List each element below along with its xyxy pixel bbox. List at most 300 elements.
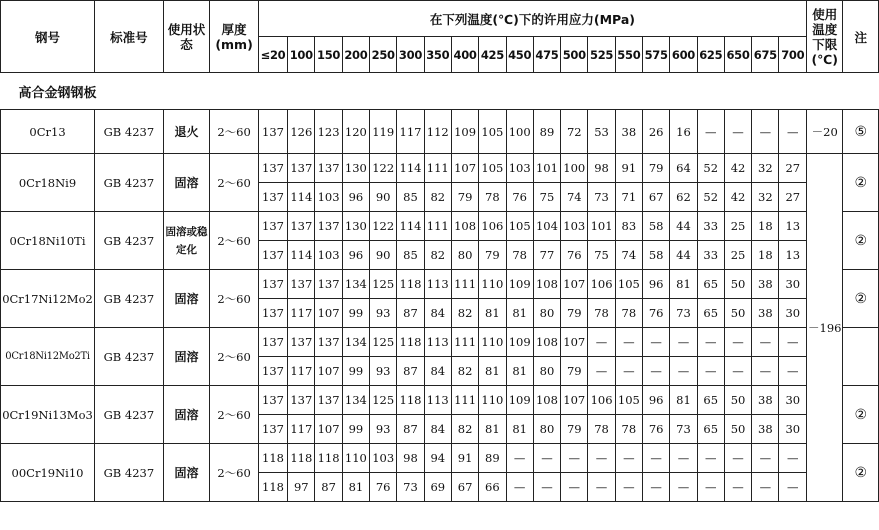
temperature-header: 425: [479, 37, 506, 73]
stress-value-cell: 73: [397, 473, 424, 502]
note-cell: ②: [843, 270, 879, 328]
stress-value-cell: 84: [424, 357, 451, 386]
stress-value-cell: 80: [533, 415, 560, 444]
stress-value-cell: 87: [397, 415, 424, 444]
stress-value-cell: 65: [697, 415, 724, 444]
stress-value-cell: 106: [588, 270, 615, 299]
temperature-header: 525: [588, 37, 615, 73]
standard-cell: GB 4237: [95, 328, 164, 386]
stress-value-cell: —: [643, 328, 670, 357]
stress-value-cell: 38: [752, 270, 779, 299]
stress-value-cell: —: [533, 444, 560, 473]
stress-value-cell: 89: [479, 444, 506, 473]
stress-value-cell: —: [779, 444, 807, 473]
stress-value-cell: 114: [397, 154, 424, 183]
stress-value-cell: 118: [397, 270, 424, 299]
stress-value-cell: 103: [370, 444, 397, 473]
stress-value-cell: 77: [533, 241, 560, 270]
stress-value-cell: 117: [397, 110, 424, 154]
stress-value-cell: 76: [561, 241, 588, 270]
stress-value-cell: 81: [479, 357, 506, 386]
stress-value-cell: —: [779, 357, 807, 386]
stress-value-cell: 111: [451, 270, 478, 299]
stress-value-cell: 79: [561, 357, 588, 386]
stress-value-cell: 13: [779, 241, 807, 270]
stress-value-cell: 118: [288, 444, 315, 473]
stress-value-cell: 81: [670, 386, 697, 415]
stress-value-cell: 53: [588, 110, 615, 154]
stress-value-cell: 84: [424, 415, 451, 444]
stress-value-cell: 119: [370, 110, 397, 154]
thickness-cell: 2～60: [210, 154, 259, 212]
stress-value-cell: 103: [315, 183, 342, 212]
stress-value-cell: 103: [561, 212, 588, 241]
stress-value-cell: 137: [315, 328, 342, 357]
stress-value-cell: 30: [779, 299, 807, 328]
thickness-cell: 2～60: [210, 270, 259, 328]
stress-value-cell: 134: [342, 386, 369, 415]
stress-value-cell: 84: [424, 299, 451, 328]
stress-value-cell: 30: [779, 415, 807, 444]
stress-value-cell: —: [779, 473, 807, 502]
stress-value-cell: 75: [588, 241, 615, 270]
note-cell: ②: [843, 444, 879, 502]
state-cell: 固溶: [163, 444, 210, 502]
stress-value-cell: 38: [752, 415, 779, 444]
stress-value-cell: 87: [397, 299, 424, 328]
temperature-header: 575: [643, 37, 670, 73]
stress-value-cell: 106: [479, 212, 506, 241]
stress-value-cell: 108: [533, 328, 560, 357]
stress-value-cell: 118: [397, 386, 424, 415]
temperature-header: 250: [370, 37, 397, 73]
stress-value-cell: 109: [506, 386, 533, 415]
stress-value-cell: 52: [697, 183, 724, 212]
note-cell: [843, 328, 879, 386]
stress-value-cell: 83: [615, 212, 642, 241]
stress-value-cell: —: [724, 444, 751, 473]
stress-value-cell: 38: [752, 386, 779, 415]
stress-value-cell: 112: [424, 110, 451, 154]
state-header: 使用状态: [163, 1, 210, 73]
standard-cell: GB 4237: [95, 212, 164, 270]
min-temp-shared-cell: －196: [807, 154, 843, 502]
stress-value-cell: 50: [724, 270, 751, 299]
grade-cell: 0Cr18Ni12Mo2Ti: [1, 328, 95, 386]
stress-value-cell: 123: [315, 110, 342, 154]
stress-value-cell: —: [752, 110, 779, 154]
stress-value-cell: 78: [615, 299, 642, 328]
standard-header: 标准号: [95, 1, 164, 73]
standard-cell: GB 4237: [95, 270, 164, 328]
stress-value-cell: 117: [288, 299, 315, 328]
stress-value-cell: 38: [615, 110, 642, 154]
temperature-header: 500: [561, 37, 588, 73]
header-row-1: [1, 1, 879, 37]
stress-value-cell: 90: [370, 183, 397, 212]
stress-value-cell: 137: [258, 241, 287, 270]
stress-value-cell: —: [588, 357, 615, 386]
table-row: [1, 212, 879, 241]
stress-value-cell: 81: [506, 415, 533, 444]
stress-value-cell: 69: [424, 473, 451, 502]
stress-value-cell: 80: [533, 299, 560, 328]
stress-value-cell: 79: [561, 299, 588, 328]
stress-value-cell: 67: [643, 183, 670, 212]
stress-value-cell: 93: [370, 299, 397, 328]
stress-value-cell: 50: [724, 415, 751, 444]
stress-value-cell: 58: [643, 241, 670, 270]
stress-value-cell: —: [506, 473, 533, 502]
table-row: [1, 270, 879, 299]
stress-value-cell: 82: [451, 415, 478, 444]
stress-value-cell: 120: [342, 110, 369, 154]
standard-cell: GB 4237: [95, 386, 164, 444]
stress-value-cell: —: [724, 473, 751, 502]
stress-value-cell: 126: [288, 110, 315, 154]
stress-value-cell: 107: [561, 270, 588, 299]
stress-value-cell: 137: [258, 110, 287, 154]
stress-value-cell: 110: [479, 328, 506, 357]
min-temp-header: 使用温度下限(℃): [807, 1, 843, 73]
stress-value-cell: 113: [424, 328, 451, 357]
stress-value-cell: 33: [697, 241, 724, 270]
grade-cell: 00Cr19Ni10: [1, 444, 95, 502]
section-title: 高合金钢钢板: [1, 73, 879, 110]
stress-group-header: 在下列温度(℃)下的许用应力(MPa): [258, 1, 806, 37]
stress-value-cell: 27: [779, 154, 807, 183]
temperature-header: 350: [424, 37, 451, 73]
note-header: 注: [843, 1, 879, 73]
stress-value-cell: 125: [370, 270, 397, 299]
stress-value-cell: 13: [779, 212, 807, 241]
stress-value-cell: 106: [588, 386, 615, 415]
stress-value-cell: —: [697, 328, 724, 357]
thickness-header: 厚度(mm): [210, 1, 259, 73]
table-row: [1, 386, 879, 415]
stress-value-cell: 104: [533, 212, 560, 241]
table-row: [1, 328, 879, 357]
stress-value-cell: 99: [342, 415, 369, 444]
stress-value-cell: 42: [724, 183, 751, 212]
stress-value-cell: 82: [451, 299, 478, 328]
stress-value-cell: —: [670, 328, 697, 357]
stress-value-cell: 111: [451, 328, 478, 357]
stress-value-cell: —: [588, 444, 615, 473]
stress-value-cell: 25: [724, 241, 751, 270]
stress-value-cell: 134: [342, 270, 369, 299]
stress-value-cell: 137: [258, 270, 287, 299]
stress-value-cell: 33: [697, 212, 724, 241]
stress-value-cell: 130: [342, 154, 369, 183]
temperature-header: 650: [724, 37, 751, 73]
stress-value-cell: 87: [315, 473, 342, 502]
stress-value-cell: 74: [561, 183, 588, 212]
stress-value-cell: 38: [752, 299, 779, 328]
state-cell: 固溶: [163, 328, 210, 386]
stress-value-cell: 81: [479, 299, 506, 328]
stress-value-cell: 122: [370, 212, 397, 241]
stress-value-cell: 79: [479, 241, 506, 270]
standard-cell: GB 4237: [95, 444, 164, 502]
stress-value-cell: 109: [506, 328, 533, 357]
stress-value-cell: 110: [479, 270, 506, 299]
stress-value-cell: —: [697, 110, 724, 154]
temperature-header: 150: [315, 37, 342, 73]
stress-value-cell: 100: [561, 154, 588, 183]
stress-value-cell: 64: [670, 154, 697, 183]
stress-value-cell: 81: [506, 357, 533, 386]
stress-value-cell: 71: [615, 183, 642, 212]
stress-value-cell: 107: [315, 299, 342, 328]
stress-value-cell: —: [752, 357, 779, 386]
stress-value-cell: 137: [258, 415, 287, 444]
stress-value-cell: —: [779, 328, 807, 357]
temperature-header: 625: [697, 37, 724, 73]
stress-value-cell: 137: [315, 154, 342, 183]
stress-value-cell: 80: [533, 357, 560, 386]
temperature-header: 475: [533, 37, 560, 73]
stress-value-cell: —: [643, 473, 670, 502]
stress-value-cell: 105: [506, 212, 533, 241]
stress-value-cell: —: [615, 328, 642, 357]
stress-value-cell: 96: [643, 270, 670, 299]
stress-value-cell: —: [697, 473, 724, 502]
stress-value-cell: 137: [258, 386, 287, 415]
stress-value-cell: —: [752, 444, 779, 473]
stress-value-cell: 105: [615, 386, 642, 415]
stress-value-cell: 134: [342, 328, 369, 357]
stress-value-cell: 76: [370, 473, 397, 502]
stress-value-cell: 79: [451, 183, 478, 212]
stress-value-cell: —: [615, 473, 642, 502]
stress-value-cell: 110: [479, 386, 506, 415]
stress-value-cell: 16: [670, 110, 697, 154]
stress-value-cell: 30: [779, 386, 807, 415]
stress-value-cell: 137: [315, 270, 342, 299]
stress-value-cell: 137: [258, 212, 287, 241]
stress-value-cell: 137: [288, 328, 315, 357]
table-header: [1, 1, 879, 73]
stress-value-cell: 80: [451, 241, 478, 270]
stress-value-cell: 114: [397, 212, 424, 241]
stress-value-cell: 78: [615, 415, 642, 444]
stress-value-cell: 114: [288, 241, 315, 270]
table-row: [1, 444, 879, 473]
table-body: [1, 73, 879, 502]
stress-value-cell: 91: [451, 444, 478, 473]
stress-value-cell: 137: [288, 212, 315, 241]
stress-value-cell: 65: [697, 270, 724, 299]
min-temp-cell: －20: [807, 110, 843, 154]
stress-value-cell: 125: [370, 386, 397, 415]
thickness-cell: 2～60: [210, 444, 259, 502]
stress-value-cell: —: [643, 444, 670, 473]
stress-value-cell: 99: [342, 299, 369, 328]
stress-value-cell: 62: [670, 183, 697, 212]
stress-value-cell: 137: [315, 386, 342, 415]
stress-value-cell: 117: [288, 357, 315, 386]
stress-value-cell: —: [561, 473, 588, 502]
stress-value-cell: 82: [424, 183, 451, 212]
stress-value-cell: 79: [561, 415, 588, 444]
stress-value-cell: 108: [451, 212, 478, 241]
stress-value-cell: 100: [506, 110, 533, 154]
state-cell: 固溶或稳定化: [163, 212, 210, 270]
stress-value-cell: 75: [533, 183, 560, 212]
stress-value-cell: 89: [533, 110, 560, 154]
temperature-header: ≤20: [258, 37, 287, 73]
thickness-cell: 2～60: [210, 110, 259, 154]
stress-value-cell: 79: [643, 154, 670, 183]
stress-value-cell: 85: [397, 183, 424, 212]
stress-value-cell: 93: [370, 357, 397, 386]
stress-value-cell: 25: [724, 212, 751, 241]
stress-value-cell: 73: [670, 299, 697, 328]
stress-value-cell: 103: [315, 241, 342, 270]
stress-value-cell: 44: [670, 241, 697, 270]
stress-value-cell: 32: [752, 183, 779, 212]
stress-value-cell: 101: [533, 154, 560, 183]
stress-value-cell: 30: [779, 270, 807, 299]
stress-value-cell: 93: [370, 415, 397, 444]
stress-value-cell: 98: [588, 154, 615, 183]
stress-value-cell: 72: [561, 110, 588, 154]
stress-value-cell: 107: [315, 357, 342, 386]
stress-value-cell: —: [670, 444, 697, 473]
stress-value-cell: 18: [752, 241, 779, 270]
stress-value-cell: 111: [451, 386, 478, 415]
note-cell: ⑤: [843, 110, 879, 154]
stress-value-cell: —: [752, 473, 779, 502]
stress-value-cell: 27: [779, 183, 807, 212]
stress-value-cell: 107: [451, 154, 478, 183]
grade-cell: 0Cr17Ni12Mo2: [1, 270, 95, 328]
stress-value-cell: —: [670, 473, 697, 502]
stress-value-cell: 137: [315, 212, 342, 241]
stress-value-cell: 76: [643, 299, 670, 328]
stress-value-cell: 97: [288, 473, 315, 502]
stress-value-cell: 103: [506, 154, 533, 183]
stress-value-cell: —: [724, 328, 751, 357]
stress-value-cell: 130: [342, 212, 369, 241]
stress-value-cell: 113: [424, 386, 451, 415]
stress-value-cell: 52: [697, 154, 724, 183]
stress-value-cell: 81: [670, 270, 697, 299]
temperature-header: 600: [670, 37, 697, 73]
stress-value-cell: 118: [258, 444, 287, 473]
temperature-header: 400: [451, 37, 478, 73]
stress-value-cell: 81: [479, 415, 506, 444]
temperature-header: 675: [752, 37, 779, 73]
stress-value-cell: —: [506, 444, 533, 473]
stress-value-cell: 137: [288, 154, 315, 183]
stress-value-cell: 50: [724, 299, 751, 328]
stress-value-cell: 101: [588, 212, 615, 241]
note-cell: ②: [843, 212, 879, 270]
stress-value-cell: 65: [697, 299, 724, 328]
stress-value-cell: —: [697, 444, 724, 473]
stress-value-cell: 137: [258, 357, 287, 386]
stress-value-cell: 66: [479, 473, 506, 502]
stress-value-cell: 137: [288, 270, 315, 299]
stress-value-cell: 74: [615, 241, 642, 270]
stress-value-cell: 81: [342, 473, 369, 502]
stress-value-cell: 107: [315, 415, 342, 444]
stress-value-cell: 118: [315, 444, 342, 473]
stress-value-cell: 78: [479, 183, 506, 212]
stress-value-cell: 98: [397, 444, 424, 473]
temperature-header: 200: [342, 37, 369, 73]
thickness-cell: 2～60: [210, 212, 259, 270]
stress-value-cell: 107: [561, 386, 588, 415]
stress-value-cell: 82: [451, 357, 478, 386]
stress-value-cell: 108: [533, 270, 560, 299]
stress-value-cell: 67: [451, 473, 478, 502]
state-cell: 固溶: [163, 386, 210, 444]
stress-value-cell: 82: [424, 241, 451, 270]
stress-value-cell: —: [588, 473, 615, 502]
stress-value-cell: —: [533, 473, 560, 502]
section-row: [1, 73, 879, 110]
temperature-header: 700: [779, 37, 807, 73]
stress-value-cell: —: [615, 357, 642, 386]
temperature-header: 100: [288, 37, 315, 73]
stress-value-cell: 117: [288, 415, 315, 444]
stress-value-cell: 137: [258, 299, 287, 328]
grade-cell: 0Cr19Ni13Mo3: [1, 386, 95, 444]
stress-value-cell: 137: [258, 154, 287, 183]
grade-cell: 0Cr18Ni9: [1, 154, 95, 212]
standard-cell: GB 4237: [95, 110, 164, 154]
stress-value-cell: 107: [561, 328, 588, 357]
stress-value-cell: 105: [479, 154, 506, 183]
stress-value-cell: 113: [424, 270, 451, 299]
state-cell: 固溶: [163, 154, 210, 212]
stress-value-cell: 122: [370, 154, 397, 183]
stress-value-cell: 87: [397, 357, 424, 386]
stress-value-cell: 94: [424, 444, 451, 473]
stress-value-cell: 18: [752, 212, 779, 241]
stress-value-cell: 125: [370, 328, 397, 357]
table-row: [1, 110, 879, 154]
stress-value-cell: 114: [288, 183, 315, 212]
stress-value-cell: 81: [506, 299, 533, 328]
stress-value-cell: 118: [397, 328, 424, 357]
stress-value-cell: 73: [588, 183, 615, 212]
stress-value-cell: 111: [424, 154, 451, 183]
stress-value-cell: 96: [342, 241, 369, 270]
stress-value-cell: 65: [697, 386, 724, 415]
stress-value-cell: 109: [506, 270, 533, 299]
grade-header: 钢号: [1, 1, 95, 73]
standard-cell: GB 4237: [95, 154, 164, 212]
stress-value-cell: —: [643, 357, 670, 386]
stress-value-cell: 109: [451, 110, 478, 154]
stress-value-cell: —: [588, 328, 615, 357]
thickness-cell: 2～60: [210, 386, 259, 444]
stress-value-cell: 76: [506, 183, 533, 212]
stress-value-cell: 105: [479, 110, 506, 154]
note-cell: ②: [843, 386, 879, 444]
stress-value-cell: 118: [258, 473, 287, 502]
stress-value-cell: 73: [670, 415, 697, 444]
stress-value-cell: —: [724, 357, 751, 386]
stress-value-cell: 137: [258, 183, 287, 212]
state-cell: 固溶: [163, 270, 210, 328]
stress-value-cell: 99: [342, 357, 369, 386]
grade-cell: 0Cr18Ni10Ti: [1, 212, 95, 270]
